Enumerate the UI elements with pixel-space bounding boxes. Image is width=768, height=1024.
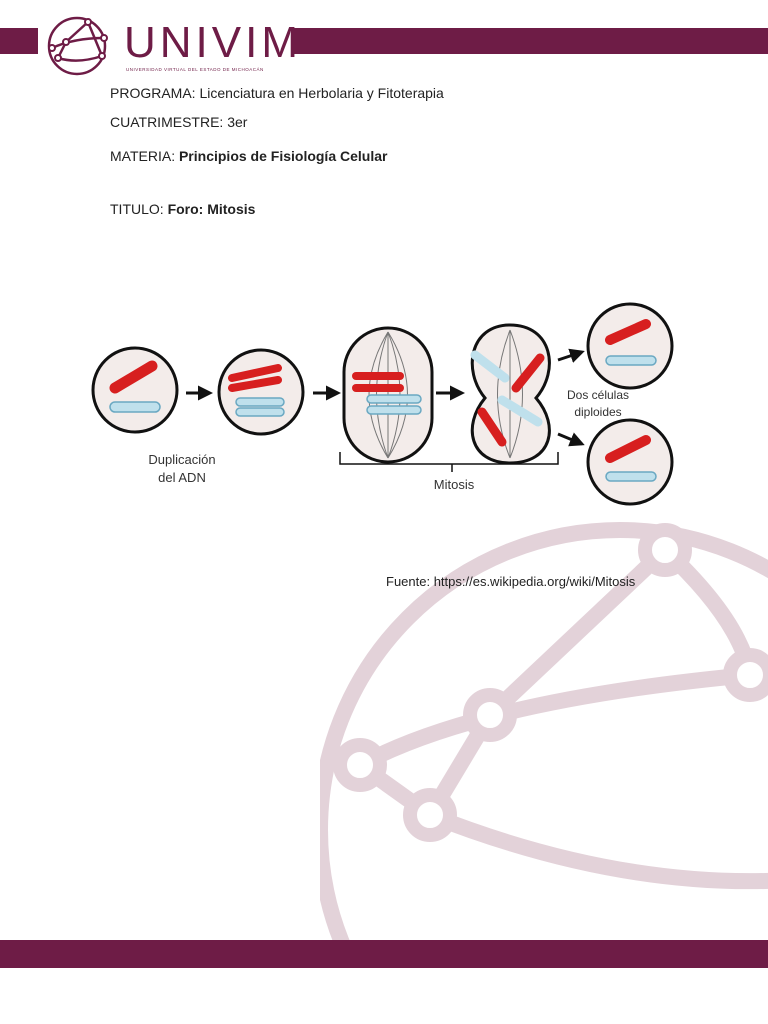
materia-value: Principios de Fisiología Celular <box>178 148 388 164</box>
label-diploid-1: Dos células <box>566 388 630 402</box>
label-duplication-2: del ADN <box>158 470 206 485</box>
label-duplication-1: Duplicación <box>148 452 216 467</box>
titulo-line <box>110 201 255 217</box>
header-band-right <box>292 28 768 54</box>
cuatrimestre-line <box>110 114 247 130</box>
programa-value: Licenciatura en Herbolaria y Fitoterapia <box>199 85 444 101</box>
titulo-label: TITULO: <box>110 201 164 217</box>
label-diploid-2: diploides <box>574 405 622 419</box>
daughter-cell-bottom <box>588 420 672 504</box>
materia-line <box>110 148 387 164</box>
header-band-left <box>0 28 38 54</box>
cell-metaphase <box>344 328 432 462</box>
univim-logo <box>44 14 302 78</box>
programa-label: PROGRAMA: <box>110 85 196 101</box>
footer-band <box>0 940 768 968</box>
mitosis-diagram <box>90 300 690 510</box>
cuatrimestre-value: 3er <box>227 114 248 130</box>
logo-wordmark: UNIVIM <box>124 18 302 67</box>
label-mitosis: Mitosis <box>433 477 475 492</box>
source-citation: Fuente: https://es.wikipedia.org/wiki/Mitosis <box>386 574 636 589</box>
watermark-globe <box>320 500 768 950</box>
cell-duplicated <box>219 350 303 434</box>
cell-anaphase <box>472 325 549 463</box>
cuatrimestre-label: CUATRIMESTRE: <box>110 114 224 130</box>
programa-line <box>110 85 444 101</box>
materia-label: MATERIA: <box>110 148 176 164</box>
titulo-value: Foro: Mitosis <box>167 201 256 217</box>
globe-logo-icon <box>44 14 110 78</box>
daughter-cell-top <box>588 304 672 388</box>
cell-initial <box>93 348 177 432</box>
logo-subtitle: UNIVERSIDAD VIRTUAL DEL ESTADO DE MICHOACÁN <box>126 67 264 72</box>
